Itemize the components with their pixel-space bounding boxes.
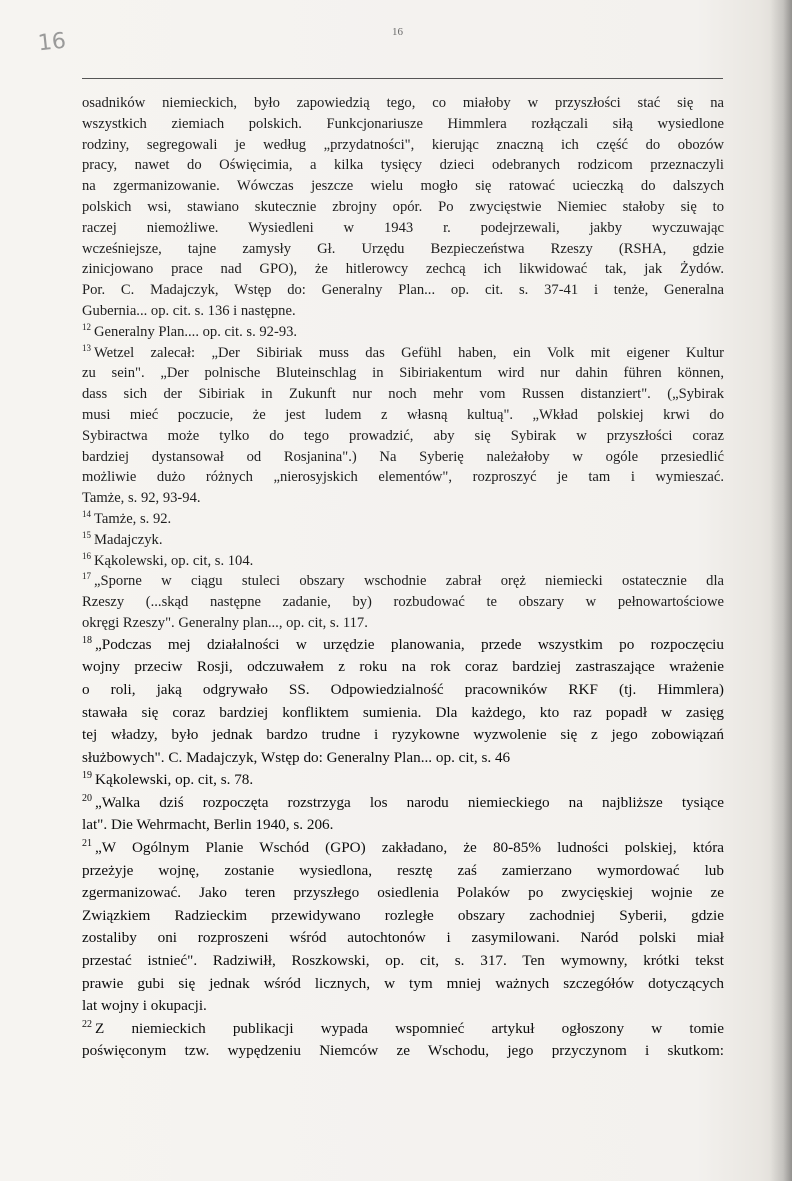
line-text: Gubernia... op. cit. s. 136 i następne. (82, 302, 296, 319)
line-text: poświęconym tzw. wypędzeniu Niemców ze Wschodu, jego przyczynom i skutkom: (82, 1042, 724, 1060)
line-text: Por. C. Madajczyk, Wstęp do: Generalny Plan... op. cit. s. 37-41 i tenże, Generalna (82, 282, 724, 299)
line-text: Tamże, s. 92. (94, 510, 172, 527)
footnote-start-line (82, 322, 724, 343)
footnote-start-line (82, 634, 724, 657)
line-text: zgermanizować. Jako teren przyszłego osiedlenia Polaków po zwycięskiej wojnie ze (82, 884, 724, 902)
line-text: Wetzel zalecał: „Der Sibiriak muss das Gefühl haben, ein Volk mit eigener Kultur (94, 344, 724, 361)
line-text: wszystkich ziemiach polskich. Funkcjonariusze Himmlera rozłączali siłą wysiedlone (82, 115, 724, 132)
line-text: przeżyje wojnę, zostanie wysiedlona, resztę zaś zamierzano wymordować lub (82, 861, 724, 879)
footnote-number: 20 (82, 792, 92, 804)
text-line (82, 927, 724, 950)
footnote-start-line (82, 769, 724, 792)
text-line (82, 280, 724, 301)
line-text: bardziej dystansował od Rosjanina".) Na Syberię należałoby w ogóle przesiedlić (82, 448, 724, 465)
text-line (82, 384, 724, 405)
line-text: „W Ogólnym Planie Wschód (GPO) zakładano, że 80-85% ludności polskiej, która (95, 839, 724, 857)
line-text: lat wojny i okupacji. (82, 997, 207, 1015)
footnote-number: 15 (82, 529, 91, 540)
footnote-start-line (82, 792, 724, 815)
line-text: „Walka dziś rozpoczęta rozstrzyga los narodu niemieckiego na najbliższe tysiące (95, 793, 724, 811)
line-text: Kąkolewski, op. cit, s. 104. (94, 552, 254, 569)
footnote-number: 13 (82, 342, 91, 353)
text-line (82, 93, 724, 114)
footnote-number: 21 (82, 838, 92, 849)
text-line (82, 950, 724, 973)
text-line (82, 747, 724, 770)
line-text: na zgermanizowanie. Wówczas jeszcze wielu mogło się ratować ucieczką do dalszych (82, 178, 724, 195)
line-text: rodziny, segregowali je według „przydatności", kierując znaczną ich część do obozów (82, 136, 724, 153)
line-text: stawała się coraz bardziej konfliktem sumienia. Dla każdego, kto raz popadł w zasięg (82, 703, 724, 721)
text-line (82, 613, 724, 634)
line-text: Sybiractwa może tylko do tego prowadzić, aby się Sybirak w przyszłości coraz (82, 427, 724, 444)
footnote-start-line (82, 509, 724, 530)
text-line (82, 114, 724, 135)
line-text: raczej niemożliwe. Wysiedleni w 1943 r. podejrzewali, jakby wyczuwając (82, 219, 724, 236)
line-text: lat". Die Wehrmacht, Berlin 1940, s. 206. (82, 816, 334, 834)
line-text: „Podczas mej działalności w urzędzie planowania, przede wszystkim po rozpoczęciu (95, 635, 724, 653)
line-text: musi mieć poczucie, że jest ludem z własną kultuą". „Wkład polskiej krwi do (82, 406, 724, 423)
line-text: Madajczyk. (94, 531, 163, 548)
text-line (82, 197, 724, 218)
footnote-start-line (82, 1018, 724, 1041)
line-text: Rzeszy (...skąd następne zadanie, by) rozbudować te obszary w pełnowartościowe (82, 594, 724, 611)
footnote-number: 18 (82, 634, 92, 646)
line-text: zostaliby oni rozproszeni wśród autochtonów i zasymilowani. Naród polski miał (82, 929, 724, 947)
line-text: prawie gubi się jednak wśród licznych, w tym mniej ważnych szczegółów dotyczących (82, 974, 724, 992)
text-line (82, 995, 724, 1018)
line-text: Tamże, s. 92, 93-94. (82, 490, 201, 507)
footnote-number: 19 (82, 770, 92, 782)
line-text: Związkiem Radzieckim przewidywano rozległe obszary zachodniej Syberii, gdzie (82, 906, 724, 924)
line-text: o roli, jaką odgrywało SS. Odpowiedzialność pracowników RKF (tj. Himmlera) (82, 680, 724, 698)
text-line (82, 724, 724, 747)
text-line (82, 973, 724, 996)
line-text: polskich wsi, stawiano skutecznie zbrojny opór. Po zwycięstwie Niemiec stałoby się to (82, 198, 724, 215)
printed-page-number: 16 (392, 26, 403, 38)
footnote-number: 22 (82, 1018, 92, 1030)
footnote-number: 16 (82, 550, 91, 561)
footnote-number: 14 (82, 509, 91, 520)
footnote-start-line (82, 837, 724, 860)
text-line (82, 155, 724, 176)
text-line (82, 656, 724, 679)
line-text: zinicjowano prace nad GPO), że hitlerowcy zechcą ich likwidować tak, jak Żydów. (82, 261, 724, 278)
text-line (82, 239, 724, 260)
line-text: tej władzy, było jednak bardzo trudne i ryzykowne wyzwolenie się z jego zobowiązań (82, 726, 724, 744)
footnote-start-line (82, 530, 724, 551)
text-line (82, 702, 724, 725)
text-line (82, 301, 724, 322)
text-line (82, 259, 724, 280)
line-text: Kąkolewski, op. cit, s. 78. (95, 771, 254, 789)
line-text: zu sein". „Der polnische Bluteinschlag in Sibiriakentum wird nur dahin führen können, (82, 365, 724, 382)
footnote-start-line (82, 551, 724, 572)
text-line (82, 882, 724, 905)
text-line (82, 488, 724, 509)
footnotes-body (82, 93, 724, 1063)
text-line (82, 405, 724, 426)
footnote-start-line (82, 343, 724, 364)
line-text: Z niemieckich publikacji wypada wspomnieć artykuł ogłoszony w tomie (95, 1019, 724, 1037)
line-text: osadników niemieckich, było zapowiedzią tego, co miałoby w przyszłości stać się na (82, 95, 724, 111)
text-line (82, 905, 724, 928)
text-line (82, 426, 724, 447)
line-text: „Sporne w ciągu stuleci obszary wschodnie zabrał oręż niemiecki ostatecznie dla (94, 573, 724, 590)
text-line (82, 814, 724, 837)
header-rule (82, 78, 723, 79)
footnote-number: 17 (82, 571, 91, 582)
text-line (82, 218, 724, 239)
line-text: dass sich der Sibiriak in Zukunft nur noch mehr vom Russen distanziert". („Sybirak (82, 386, 724, 403)
text-line (82, 592, 724, 613)
text-line (82, 176, 724, 197)
text-line (82, 135, 724, 156)
text-line (82, 1040, 724, 1063)
footnote-number: 12 (82, 321, 91, 332)
footnote-start-line (82, 571, 724, 592)
line-text: możliwie dużo różnych „nierosyjskich elementów", rozproszyć je tam i wymieszać. (82, 469, 724, 486)
text-line (82, 860, 724, 883)
line-text: pracy, nawet do Oświęcimia, a kilka tysięcy dzieci odebranych rodzicom przeznaczyli (82, 157, 724, 174)
line-text: wcześniejsze, tajne zamysły Gł. Urzędu Bezpieczeństwa Rzeszy (RSHA, gdzie (82, 240, 724, 257)
page-edge-shadow (770, 0, 792, 1181)
line-text: wojny przeciw Rosji, odczuwałem z roku na rok coraz bardziej zastraszające wrażenie (82, 658, 724, 676)
line-text: służbowych". C. Madajczyk, Wstęp do: Generalny Plan... op. cit, s. 46 (82, 748, 511, 766)
line-text: Generalny Plan.... op. cit. s. 92-93. (94, 323, 298, 340)
handwritten-page-number: 16 (36, 28, 68, 57)
line-text: przestać istnieć". Radziwiłł, Roszkowski, op. cit, s. 317. Ten wymowny, krótki tekst (82, 952, 724, 970)
text-line (82, 363, 724, 384)
line-text: okręgi Rzeszy". Generalny plan..., op. cit, s. 117. (82, 614, 368, 631)
text-line (82, 467, 724, 488)
text-line (82, 679, 724, 702)
text-line (82, 447, 724, 468)
